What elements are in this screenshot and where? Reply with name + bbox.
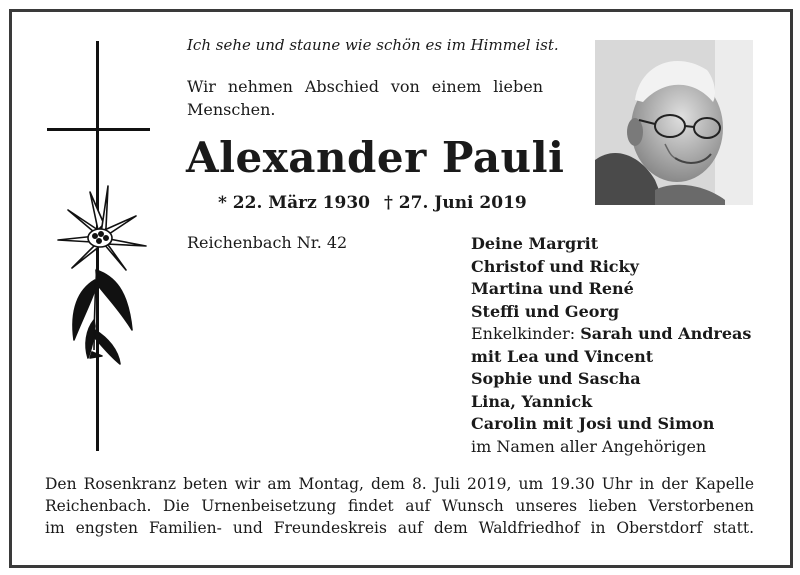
cross-icon-bar	[47, 128, 150, 131]
family-line: mit Lea und Vincent	[471, 346, 654, 366]
service-line-2: Reichenbach. Die Urnenbeisetzung findet auf Wunsch unseres lieben Verstorbenen	[45, 497, 754, 515]
service-line-1: Den Rosenkranz beten wir am Montag, dem 8. Juli 2019, um 19.30 Uhr in der Kapelle	[45, 475, 754, 493]
family-line: Christof und Ricky	[471, 256, 639, 276]
grandchildren-names: Sarah und Andreas	[580, 324, 752, 343]
service-info	[45, 473, 754, 539]
family-line: Martina und René	[471, 279, 634, 298]
grandchildren-label: Enkelkinder:	[471, 324, 581, 343]
family-line: Steffi und Georg	[471, 301, 620, 321]
portrait-photo	[595, 40, 753, 205]
portrait-illustration	[595, 40, 753, 205]
edelweiss-icon	[48, 180, 156, 370]
deceased-name: Alexander Pauli	[186, 133, 565, 182]
family-line-grandchildren	[471, 323, 751, 346]
address-text: Reichenbach Nr. 42	[187, 233, 348, 252]
life-dates	[218, 193, 541, 213]
family-line: Carolin mit Josi und Simon	[471, 414, 715, 433]
death-date: † 27. Juni 2019	[383, 193, 527, 213]
service-line-3: im engsten Familien- und Freundeskreis auf dem Waldfriedhof in Oberstdorf statt.	[45, 519, 754, 537]
intro-line-1: Wir nehmen Abschied von einem lieben	[187, 77, 543, 96]
birth-date: * 22. März 1930	[218, 193, 370, 213]
family-line: Lina, Yannick	[471, 391, 593, 411]
family-line: Sophie und Sascha	[471, 369, 641, 388]
family-list	[471, 233, 751, 458]
family-closing: im Namen aller Angehörigen	[471, 436, 707, 456]
motto-text: Ich sehe und staune wie schön es im Himmel ist.	[187, 36, 559, 54]
intro-line-2: Menschen.	[187, 100, 276, 119]
family-line: Deine Margrit	[471, 234, 599, 253]
